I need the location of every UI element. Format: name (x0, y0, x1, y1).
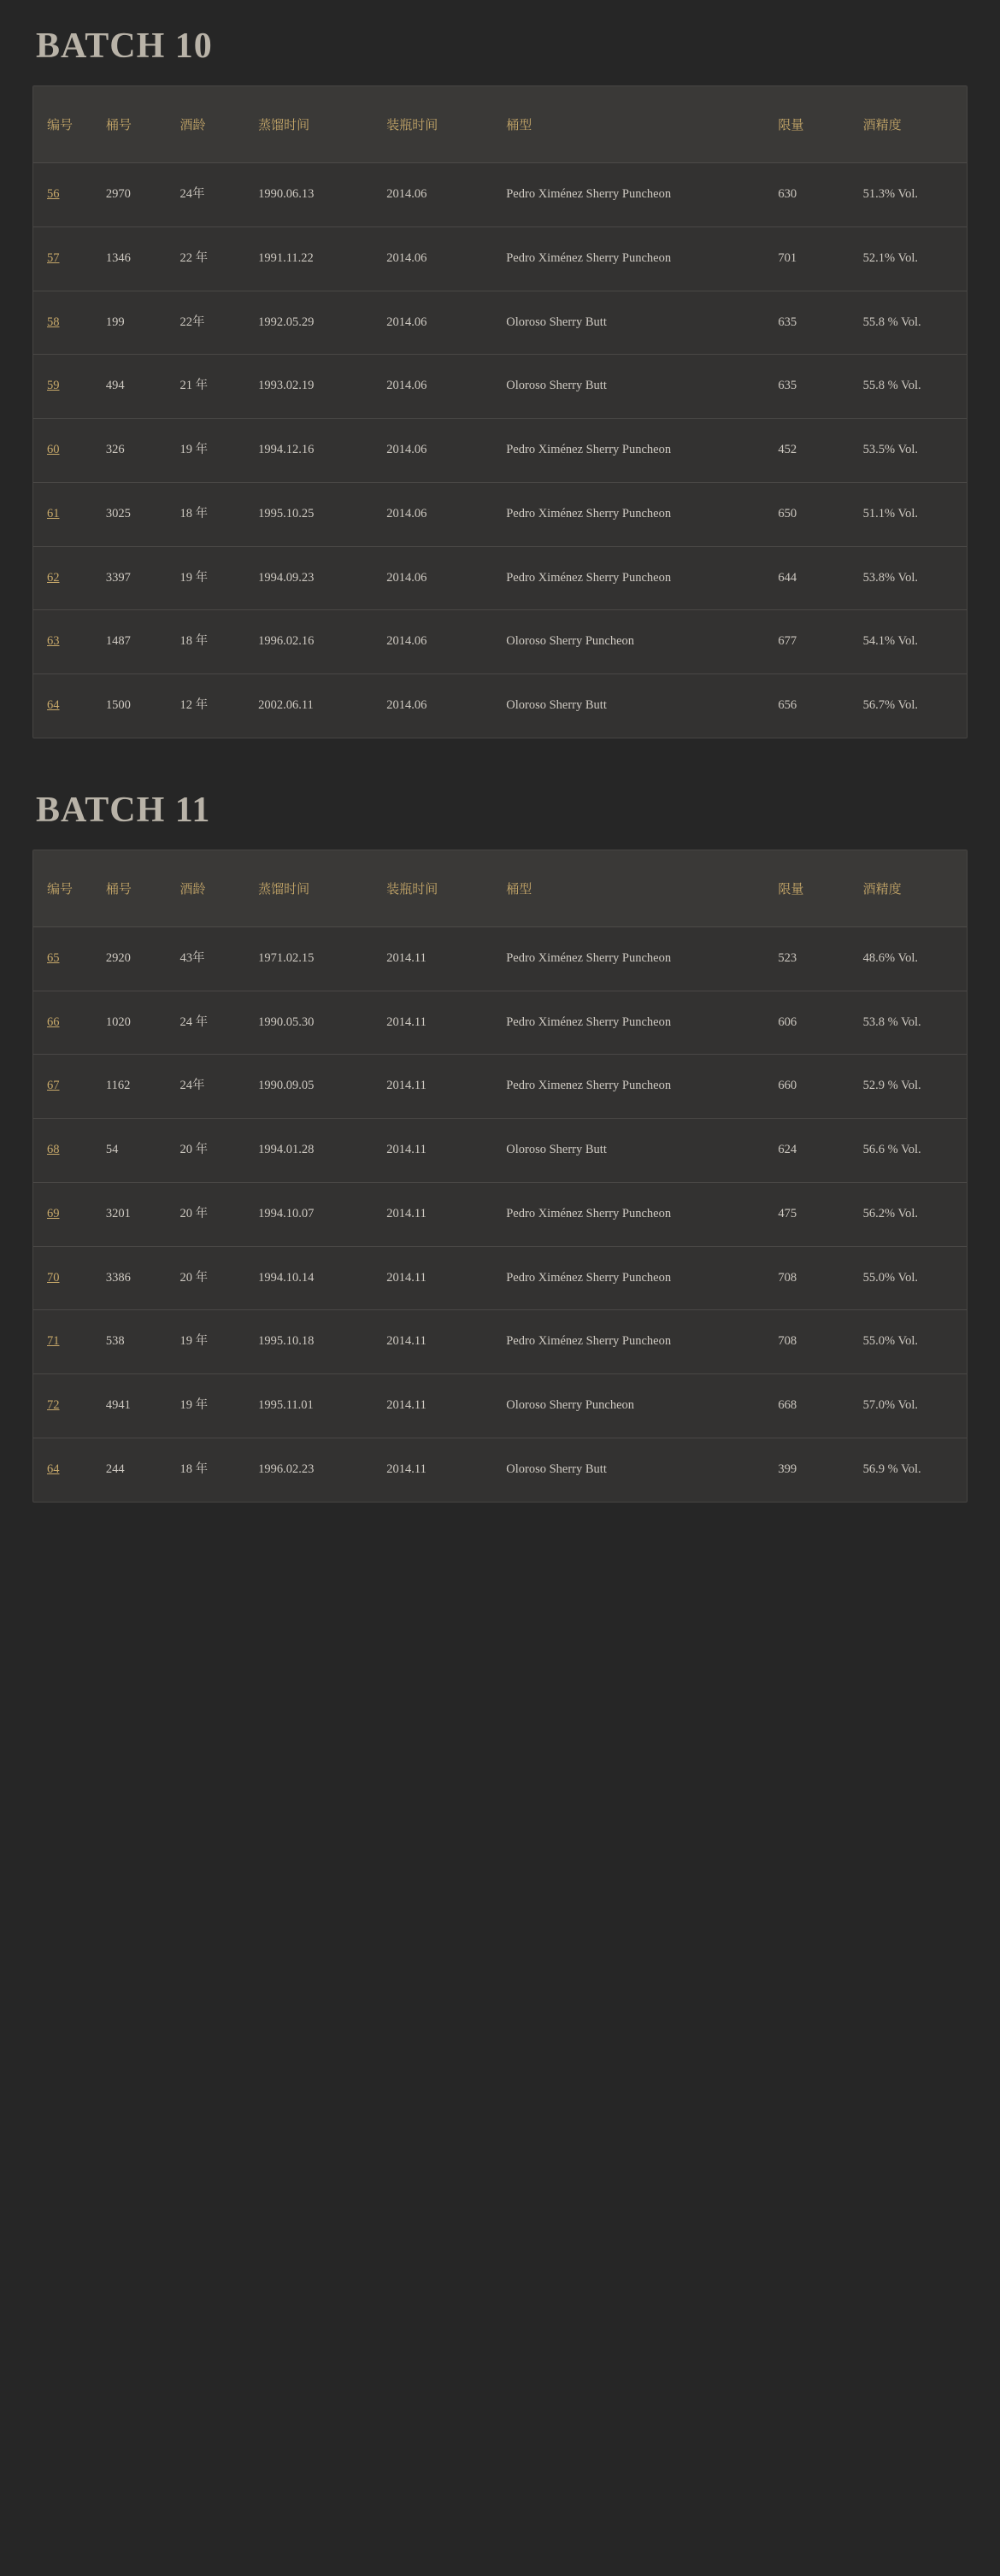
cell-cask: 1162 (101, 1055, 175, 1119)
cell-cask: 1500 (105, 698, 131, 712)
cell-cask-type: Oloroso Sherry Puncheon (501, 1374, 773, 1438)
cell-distilled: 1971.02.15 (253, 926, 381, 991)
cell-cask: 244 (105, 1461, 125, 1476)
cell-abv: 56.9 % Vol. (862, 1461, 921, 1476)
cell-bottled: 2014.06 (381, 419, 501, 483)
row-id-link[interactable]: 71 (47, 1334, 60, 1349)
cell-distilled: 1996.02.23 (258, 1461, 315, 1476)
cell-cask: 3397 (101, 546, 175, 610)
page-title-2: BATCH 11 (36, 790, 211, 830)
row-id-link[interactable]: 66 (47, 1015, 60, 1029)
cell-cask: 4941 (101, 1374, 175, 1438)
cell-abv: 55.8 % Vol. (858, 291, 967, 355)
cell-cask-type: Pedro Ximénez Sherry Puncheon (501, 991, 773, 1055)
cell-abv: 55.8 % Vol. (858, 355, 967, 419)
table-row (33, 1374, 967, 1438)
cell-limit: 656 (778, 698, 797, 712)
table-row (33, 226, 967, 291)
column-header-cask: 桶号 (101, 850, 175, 927)
cell-id[interactable] (33, 610, 101, 674)
column-header-bottled: 装瓶时间 (381, 86, 501, 163)
cell-id[interactable] (33, 1310, 101, 1374)
cell-bottled: 2014.06 (381, 163, 501, 227)
cell-id[interactable] (33, 355, 101, 419)
row-id-link[interactable]: 64 (47, 1461, 60, 1476)
cell-bottled: 2014.11 (381, 1119, 501, 1183)
cell-bottled: 2014.06 (381, 610, 501, 674)
cell-id[interactable] (33, 1055, 101, 1119)
cell-age: 24年 (174, 1055, 253, 1119)
table-row (33, 1438, 967, 1501)
cell-limit: 644 (773, 546, 857, 610)
page-title: BATCH 10 (36, 26, 213, 66)
cell-age: 19 年 (174, 1374, 253, 1438)
cell-id[interactable] (33, 419, 101, 483)
cell-cask-type: Pedro Ximénez Sherry Puncheon (501, 1182, 773, 1246)
cell-age: 22 年 (174, 226, 253, 291)
cell-limit: 708 (773, 1310, 857, 1374)
cell-bottled: 2014.06 (381, 291, 501, 355)
column-header-age: 酒龄 (174, 850, 253, 927)
cell-abv: 57.0% Vol. (858, 1374, 967, 1438)
cell-limit: 668 (773, 1374, 857, 1438)
column-header-abv: 酒精度 (858, 86, 967, 163)
cell-bottled: 2014.11 (381, 1182, 501, 1246)
cell-cask-type: Oloroso Sherry Butt (506, 1461, 607, 1476)
cell-id[interactable] (33, 291, 101, 355)
row-id-link[interactable]: 63 (47, 634, 60, 649)
table-header-row (33, 86, 967, 163)
table-row (33, 482, 967, 546)
cell-limit: 708 (773, 1246, 857, 1310)
column-header-bottled: 装瓶时间 (381, 850, 501, 927)
cell-cask: 1346 (101, 226, 175, 291)
row-id-link[interactable]: 65 (47, 950, 60, 965)
cell-cask-type: Oloroso Sherry Puncheon (501, 610, 773, 674)
cell-abv: 54.1% Vol. (858, 610, 967, 674)
row-id-link[interactable]: 57 (47, 250, 60, 265)
cell-age: 24 年 (174, 991, 253, 1055)
table-row (33, 419, 967, 483)
cell-distilled: 1994.12.16 (253, 419, 381, 483)
cell-limit: 399 (778, 1461, 797, 1476)
cell-cask-type: Oloroso Sherry Butt (506, 698, 607, 712)
cell-cask-type: Oloroso Sherry Butt (501, 355, 773, 419)
table-row (33, 1246, 967, 1310)
cell-limit: 630 (773, 163, 857, 227)
cell-limit: 660 (773, 1055, 857, 1119)
column-header-distilled: 蒸馏时间 (253, 86, 381, 163)
cell-cask: 1020 (101, 991, 175, 1055)
cell-id[interactable] (33, 1119, 101, 1183)
row-id-link[interactable]: 64 (47, 698, 60, 712)
cell-abv: 53.8 % Vol. (858, 991, 967, 1055)
batch-section-10 (0, 0, 1000, 738)
cell-distilled: 1993.02.19 (253, 355, 381, 419)
cell-abv: 56.2% Vol. (858, 1182, 967, 1246)
cell-limit: 452 (773, 419, 857, 483)
cell-cask-type: Pedro Ximenez Sherry Puncheon (501, 1055, 773, 1119)
cell-cask: 538 (101, 1310, 175, 1374)
cell-abv: 56.6 % Vol. (858, 1119, 967, 1183)
cell-limit: 635 (773, 291, 857, 355)
row-id-link[interactable]: 69 (47, 1206, 60, 1220)
column-header-id: 编号 (33, 850, 101, 927)
row-id-link[interactable]: 67 (47, 1079, 60, 1093)
cell-cask-type: Pedro Ximénez Sherry Puncheon (501, 482, 773, 546)
row-id-link[interactable]: 58 (47, 315, 60, 329)
cell-abv: 52.9 % Vol. (858, 1055, 967, 1119)
table-header (33, 850, 967, 927)
cell-distilled: 1995.11.01 (253, 1374, 381, 1438)
cell-age: 18 年 (174, 610, 253, 674)
table-header (33, 86, 967, 163)
cell-id[interactable] (33, 226, 101, 291)
cell-limit: 475 (773, 1182, 857, 1246)
cell-distilled: 1996.02.16 (253, 610, 381, 674)
cell-cask-type: Pedro Ximénez Sherry Puncheon (501, 926, 773, 991)
cell-age: 20 年 (174, 1246, 253, 1310)
cell-limit: 523 (773, 926, 857, 991)
cell-id[interactable] (33, 1182, 101, 1246)
cell-abv: 53.8% Vol. (858, 546, 967, 610)
cell-distilled: 1990.09.05 (253, 1055, 381, 1119)
cell-cask: 2970 (101, 163, 175, 227)
cell-id[interactable] (33, 1438, 101, 1501)
cell-cask: 54 (101, 1119, 175, 1183)
row-id-link[interactable]: 59 (47, 379, 60, 393)
cell-limit: 606 (773, 991, 857, 1055)
column-header-abv: 酒精度 (858, 850, 967, 927)
cell-age: 20 年 (174, 1182, 253, 1246)
cell-distilled: 1994.01.28 (253, 1119, 381, 1183)
cell-abv: 55.0% Vol. (858, 1310, 967, 1374)
cell-age: 20 年 (174, 1119, 253, 1183)
table-row (33, 1119, 967, 1183)
cell-bottled: 2014.11 (381, 1055, 501, 1119)
row-id-link[interactable]: 61 (47, 506, 60, 520)
cell-distilled: 1995.10.18 (253, 1310, 381, 1374)
cell-abv: 48.6% Vol. (858, 926, 967, 991)
cask-table-2 (33, 850, 967, 1502)
row-id-link[interactable]: 62 (47, 570, 60, 585)
cell-bottled: 2014.11 (381, 1310, 501, 1374)
cell-distilled: 1990.05.30 (253, 991, 381, 1055)
cell-distilled: 1992.05.29 (253, 291, 381, 355)
batch-section-11 (0, 738, 1000, 1503)
cell-abv: 51.3% Vol. (858, 163, 967, 227)
table-body (33, 163, 967, 738)
cell-age: 21 年 (174, 355, 253, 419)
column-header-cask: 桶号 (101, 86, 175, 163)
cell-age: 24年 (174, 163, 253, 227)
cell-abv: 51.1% Vol. (858, 482, 967, 546)
table-row (33, 610, 967, 674)
cell-abv: 53.5% Vol. (858, 419, 967, 483)
cell-cask: 199 (101, 291, 175, 355)
cell-cask-type: Pedro Ximénez Sherry Puncheon (501, 226, 773, 291)
row-id-link[interactable]: 56 (47, 187, 60, 201)
cell-cask-type: Pedro Ximénez Sherry Puncheon (501, 1310, 773, 1374)
cell-id[interactable] (33, 482, 101, 546)
column-header-limit: 限量 (773, 86, 857, 163)
cell-abv: 55.0% Vol. (858, 1246, 967, 1310)
cell-bottled: 2014.06 (381, 482, 501, 546)
batch-table-container-2 (32, 850, 968, 1503)
cell-bottled: 2014.11 (381, 991, 501, 1055)
cell-id[interactable] (33, 926, 101, 991)
cell-bottled: 2014.11 (386, 1461, 426, 1476)
table-body (33, 926, 967, 1501)
cell-cask-type: Oloroso Sherry Butt (501, 1119, 773, 1183)
cell-age: 22年 (174, 291, 253, 355)
cell-limit: 677 (773, 610, 857, 674)
cell-distilled: 1994.10.07 (253, 1182, 381, 1246)
table-row (33, 1055, 967, 1119)
cell-age: 19 年 (174, 419, 253, 483)
cell-cask-type: Pedro Ximénez Sherry Puncheon (501, 546, 773, 610)
cell-cask-type: Pedro Ximénez Sherry Puncheon (501, 419, 773, 483)
table-row (33, 355, 967, 419)
cell-limit: 624 (773, 1119, 857, 1183)
cell-bottled: 2014.06 (381, 226, 501, 291)
cell-cask: 1487 (101, 610, 175, 674)
cell-age: 19 年 (174, 546, 253, 610)
batch-table-container (32, 85, 968, 738)
row-id-link[interactable]: 72 (47, 1398, 60, 1412)
cell-cask-type: Pedro Ximénez Sherry Puncheon (501, 1246, 773, 1310)
cell-limit: 650 (773, 482, 857, 546)
cell-age: 18 年 (179, 1461, 209, 1476)
table-row (33, 1182, 967, 1246)
cell-id[interactable] (33, 163, 101, 227)
cell-distilled: 1995.10.25 (253, 482, 381, 546)
cell-cask-type: Oloroso Sherry Butt (501, 291, 773, 355)
cell-bottled: 2014.06 (386, 698, 427, 712)
cell-cask: 3201 (101, 1182, 175, 1246)
cell-age: 18 年 (174, 482, 253, 546)
cell-abv: 52.1% Vol. (858, 226, 967, 291)
cell-bottled: 2014.06 (381, 546, 501, 610)
cell-distilled: 2002.06.11 (258, 698, 314, 712)
cell-age: 43年 (174, 926, 253, 991)
cell-age: 19 年 (174, 1310, 253, 1374)
cell-distilled: 1991.11.22 (253, 226, 381, 291)
cell-id[interactable] (33, 1374, 101, 1438)
table-row (33, 926, 967, 991)
table-row (33, 991, 967, 1055)
cell-cask: 3025 (101, 482, 175, 546)
row-id-link[interactable]: 60 (47, 443, 60, 456)
table-row (33, 546, 967, 610)
cell-cask: 2920 (101, 926, 175, 991)
cell-distilled: 1994.09.23 (253, 546, 381, 610)
column-header-cask-type: 桶型 (501, 850, 773, 927)
column-header-cask-type: 桶型 (501, 86, 773, 163)
column-header-limit: 限量 (773, 850, 857, 927)
cell-cask-type: Pedro Ximénez Sherry Puncheon (501, 163, 773, 227)
cell-limit: 635 (773, 355, 857, 419)
cell-cask: 494 (101, 355, 175, 419)
cell-id[interactable] (33, 1246, 101, 1310)
cell-cask: 3386 (101, 1246, 175, 1310)
cell-bottled: 2014.11 (381, 926, 501, 991)
cell-age: 12 年 (179, 698, 209, 712)
cell-distilled: 1990.06.13 (253, 163, 381, 227)
table-header-row (33, 850, 967, 927)
row-id-link[interactable]: 70 (47, 1270, 60, 1285)
cell-abv: 56.7% Vol. (862, 698, 918, 712)
table-row (33, 163, 967, 227)
column-header-distilled: 蒸馏时间 (253, 850, 381, 927)
cell-distilled: 1994.10.14 (253, 1246, 381, 1310)
table-row (33, 1310, 967, 1374)
cell-cask: 326 (101, 419, 175, 483)
column-header-age: 酒龄 (174, 86, 253, 163)
row-id-link[interactable]: 68 (47, 1143, 60, 1156)
table-row (33, 674, 967, 738)
cell-bottled: 2014.11 (381, 1374, 501, 1438)
cell-bottled: 2014.06 (381, 355, 501, 419)
cell-id[interactable] (33, 991, 101, 1055)
cask-table (33, 86, 967, 738)
table-row (33, 291, 967, 355)
column-header-id: 编号 (33, 86, 101, 163)
cell-id[interactable] (33, 674, 101, 738)
cell-bottled: 2014.11 (381, 1246, 501, 1310)
cell-id[interactable] (33, 546, 101, 610)
cell-limit: 701 (773, 226, 857, 291)
